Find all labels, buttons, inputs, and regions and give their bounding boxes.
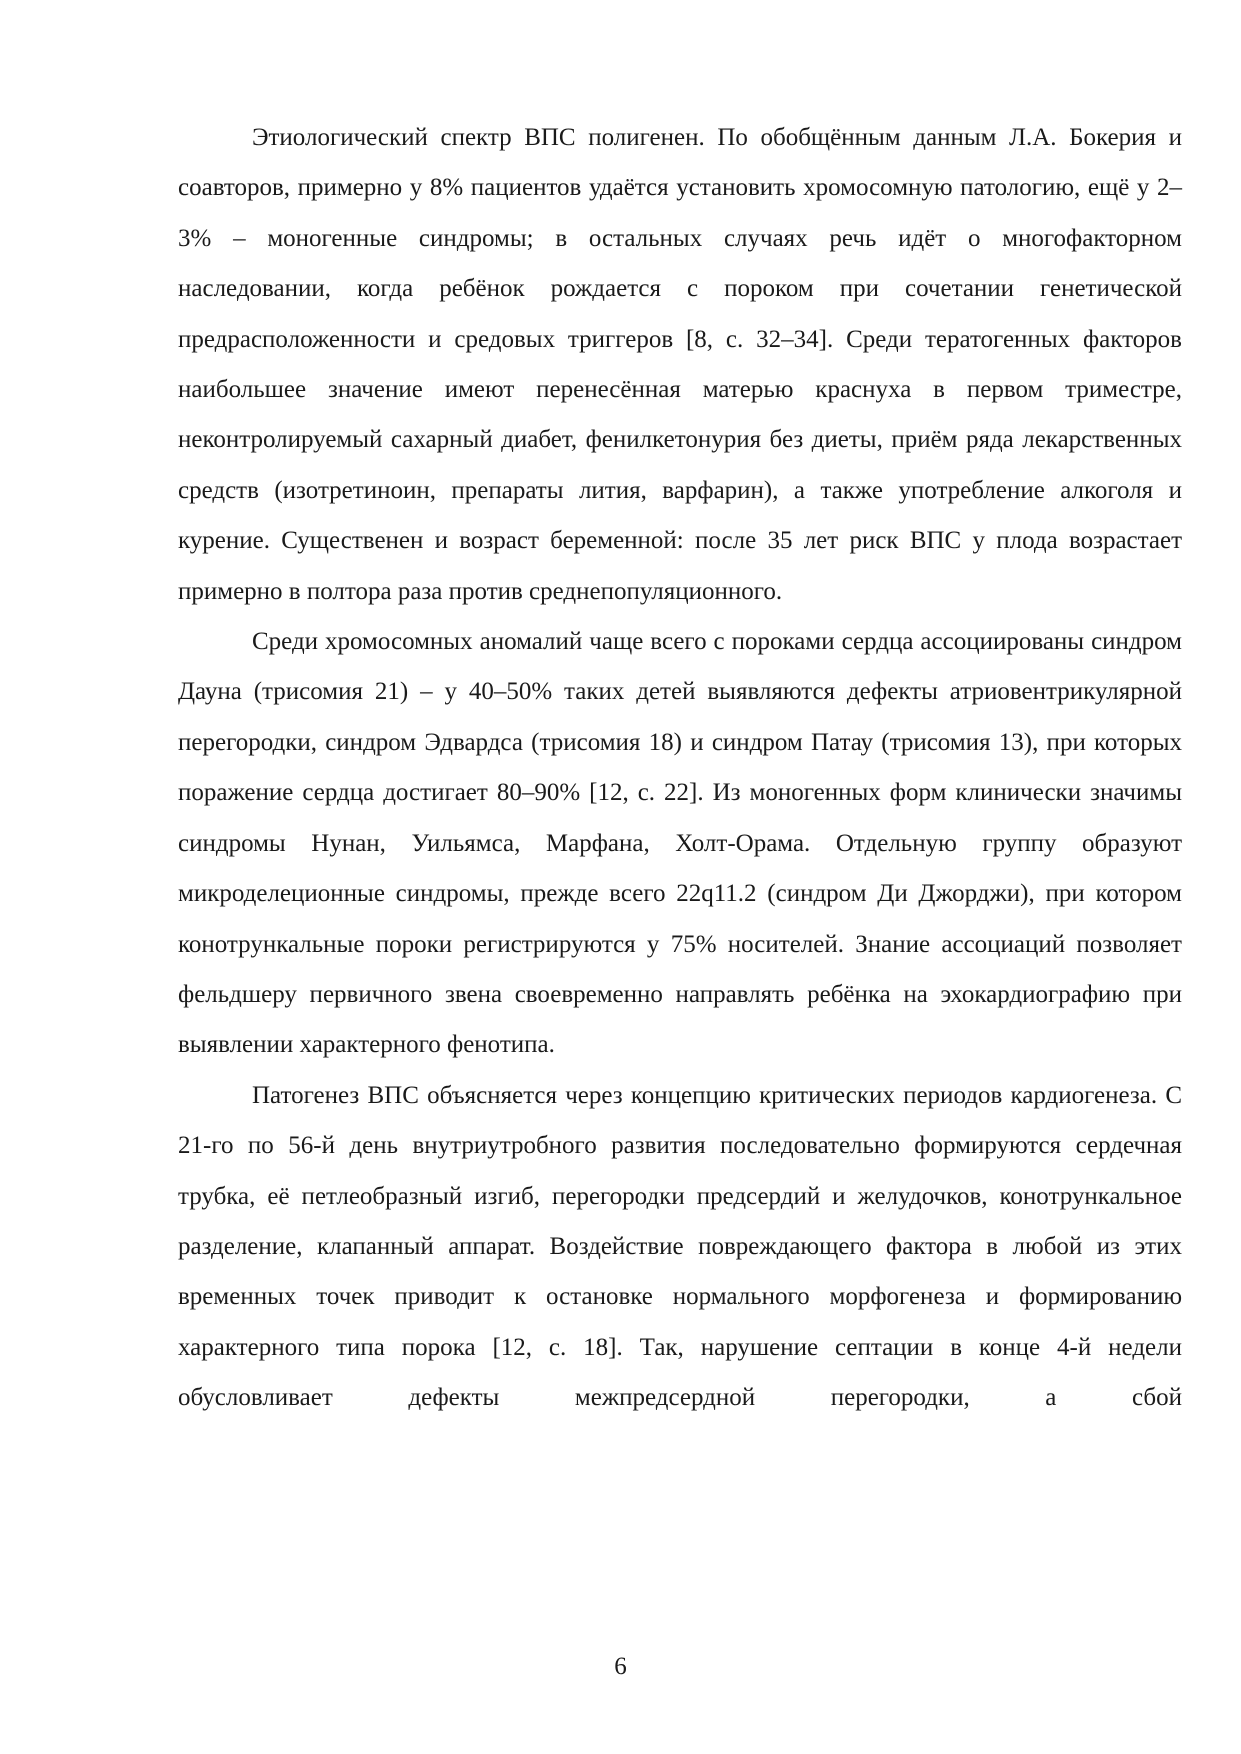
page-number: 6 [614, 1653, 627, 1680]
body-text [178, 113, 1182, 1424]
paragraph-chromosomal-anomalies: Среди хромосомных аномалий чаще всего с пороками сердца ассоциированы синдром Дауна (трисомия 21) – у 40–50% таких детей выявляются дефекты атриовентрикулярной перегородки, синдром Эдвардса (трисомия 18) и синдром Патау (трисомия 13), при которых поражение сердца достигает 80–90% [12, с. 22]. Из моногенных форм клинически значимы синдромы Нунан, Уильямса, Марфана, Холт-Орама. Отдельную группу образуют микроделеционные синдромы, прежде всего 22q11.2 (синдром Ди Джорджи), при котором конотрункальные пороки регистрируются у 75% носителей. Знание ассоциаций позволяет фельдшеру первичного звена своевременно направлять ребёнка на эхокардиографию при выявлении характерного фенотипа. [178, 628, 1182, 1059]
paragraph-etiology: Этиологический спектр ВПС полигенен. По обобщённым данным Л.А. Бокерия и соавторов, примерно у 8% пациентов удаётся установить хромосомную патологию, ещё у 2–3% – моногенные синдромы; в остальных случаях речь идёт о многофакторном наследовании, когда ребёнок рождается с пороком при сочетании генетической предрасположенности и средовых триггеров [8, с. 32–34]. Среди тератогенных факторов наибольшее значение имеют перенесённая матерью краснуха в первом триместре, неконтролируемый сахарный диабет, фенилкетонурия без диеты, приём ряда лекарственных средств (изотретиноин, препараты лития, варфарин), а также употребление алкоголя и курение. Существенен и возраст беременной: после 35 лет риск ВПС у плода возрастает примерно в полтора раза против среднепопуляционного. [178, 124, 1182, 605]
paragraph-pathogenesis: Патогенез ВПС объясняется через концепцию критических периодов кардиогенеза. С 21-го по 56-й день внутриутробного развития последовательно формируются сердечная трубка, её петлеобразный изгиб, перегородки предсердий и желудочков, конотрункальное разделение, клапанный аппарат. Воздействие повреждающего фактора в любой из этих временных точек приводит к остановке нормального морфогенеза и формированию характерного типа порока [12, с. 18]. Так, нарушение септации в конце 4-й недели обусловливает дефекты межпредсердной перегородки, а сбой [178, 1081, 1182, 1412]
